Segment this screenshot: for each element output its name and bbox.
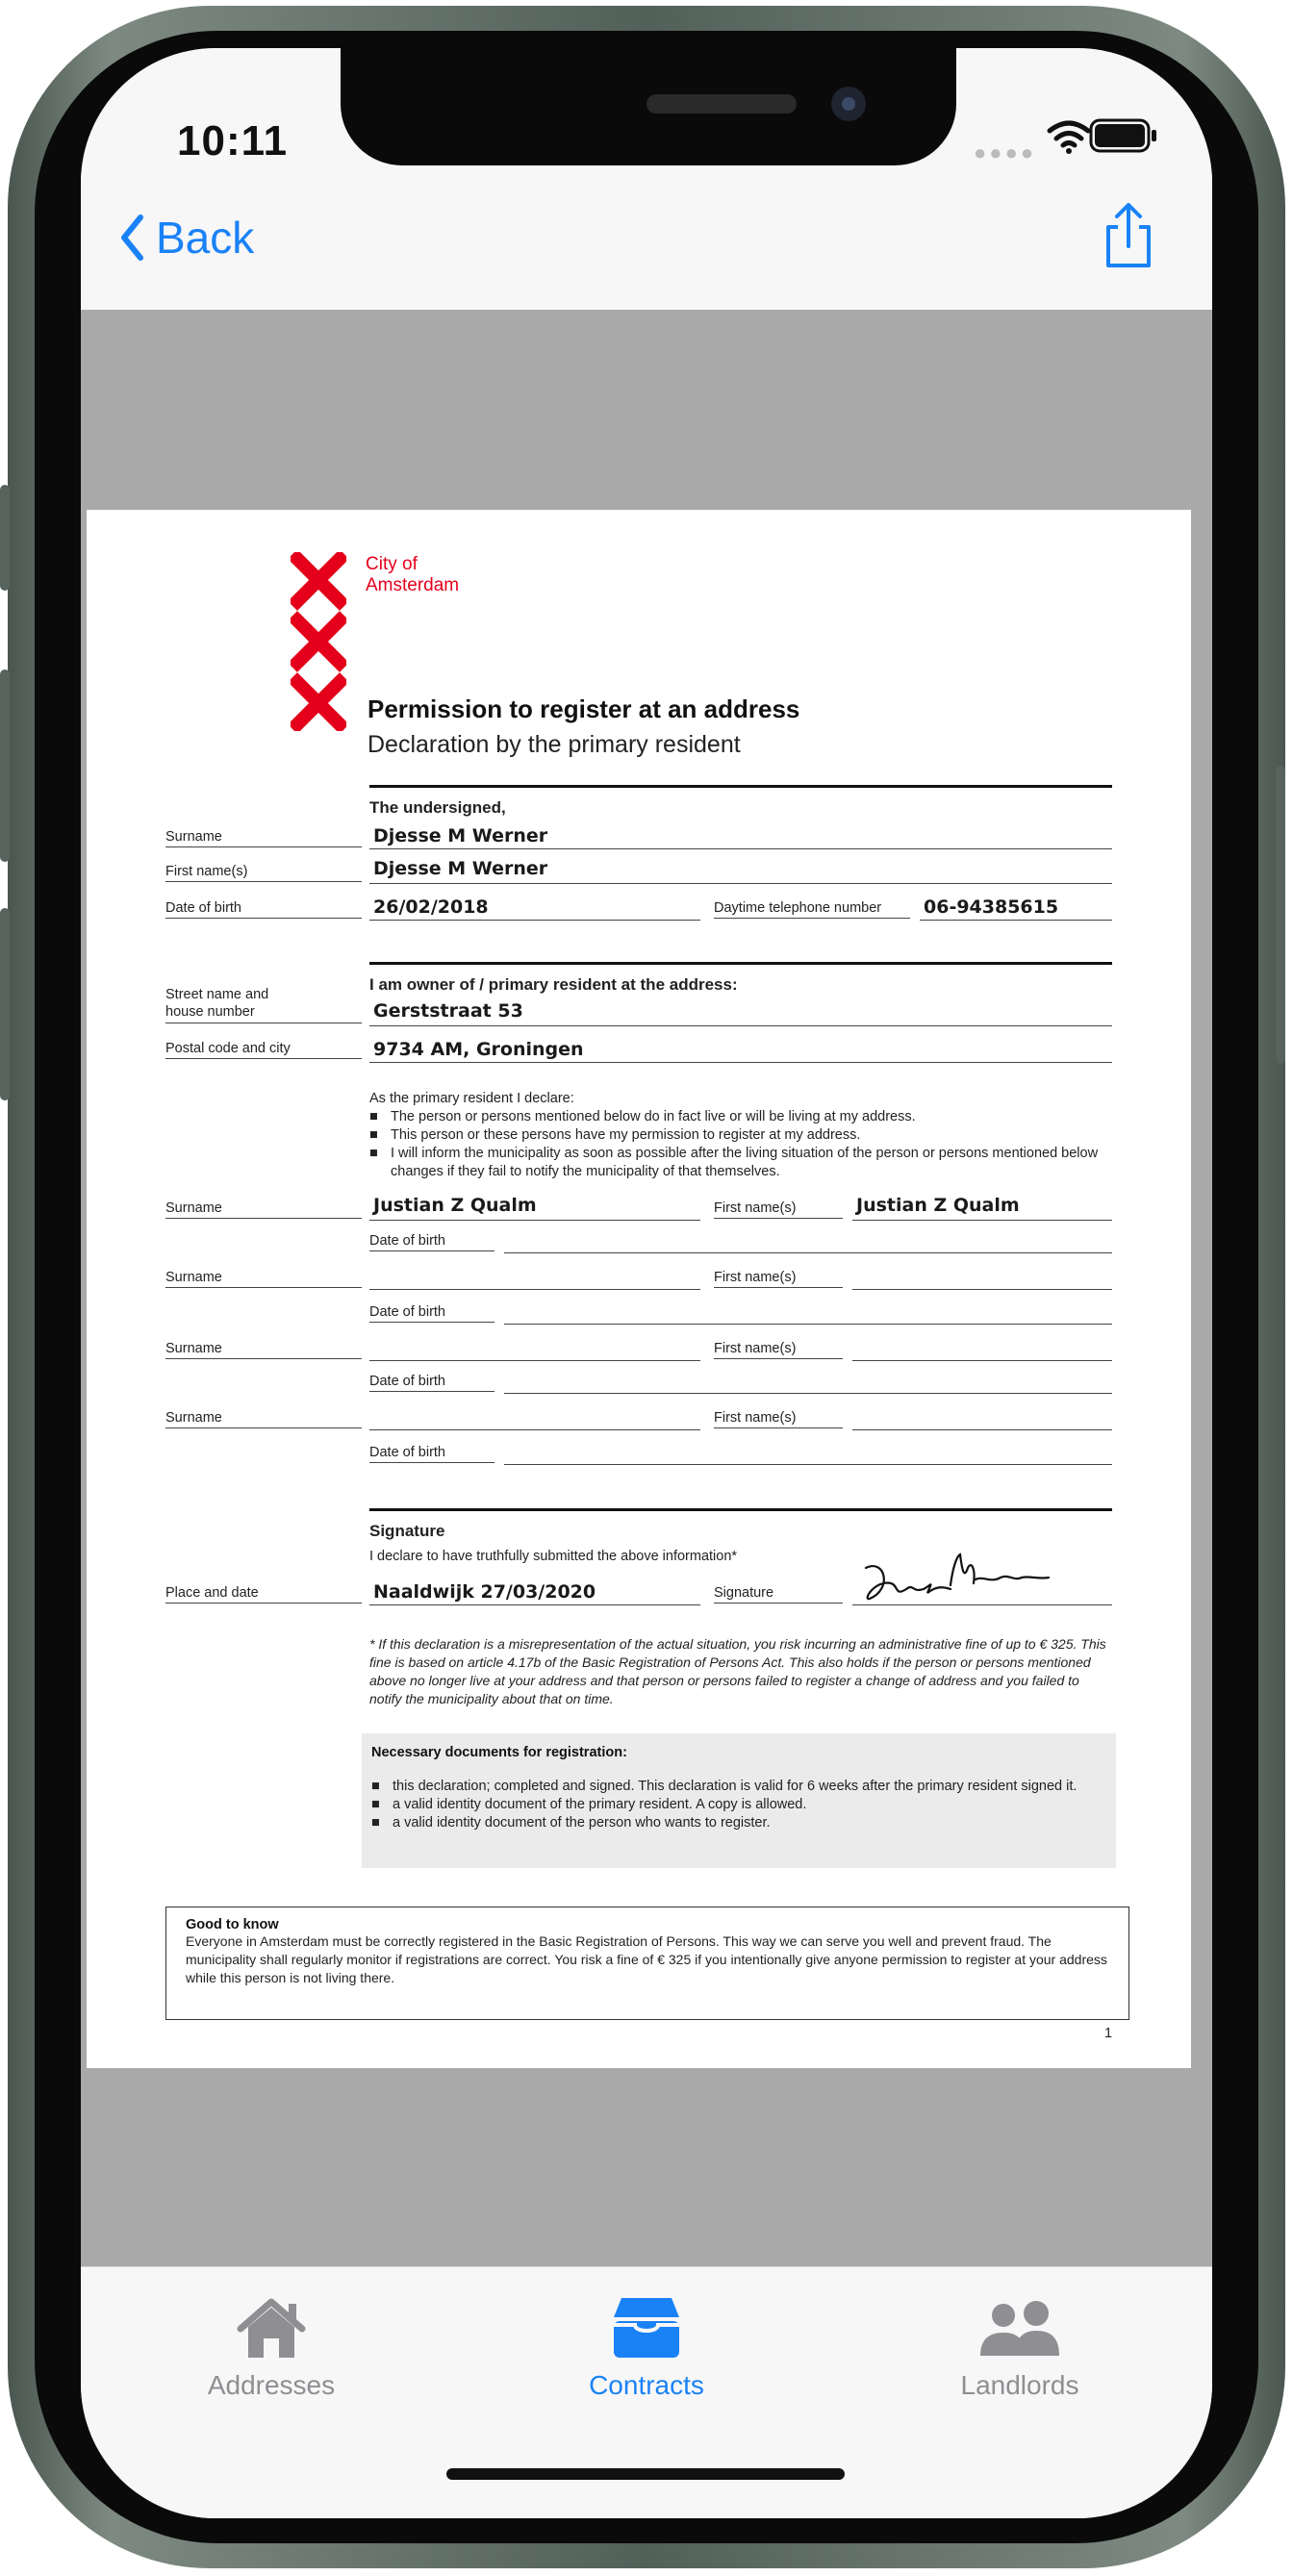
label-underline	[714, 1287, 843, 1288]
back-button[interactable]	[119, 212, 254, 264]
list-item: ■ a valid identity document of the person who wants to register.	[371, 1815, 771, 1831]
declare-bullets	[369, 1108, 1101, 1181]
house-icon	[235, 2296, 308, 2360]
firstname-value: Djesse M Werner	[373, 858, 548, 879]
declare-bullet: ■ The person or persons mentioned below do in fact live or will be living at my address.	[369, 1109, 916, 1124]
field-underline	[369, 1429, 700, 1430]
label-underline	[165, 1287, 362, 1288]
field-underline	[504, 1464, 1112, 1465]
label-underline	[165, 1358, 362, 1359]
tab-addresses[interactable]	[146, 2296, 396, 2401]
chevron-left-icon	[119, 214, 144, 262]
notch	[341, 48, 956, 165]
label-underline	[165, 918, 362, 919]
section-rule	[369, 785, 1112, 788]
person-dob-label: Date of birth	[369, 1445, 445, 1460]
necessary-documents-box	[362, 1733, 1116, 1868]
status-bar	[81, 48, 1212, 173]
label-underline	[714, 1603, 843, 1604]
footnote: * If this declaration is a misrepresentation of the actual situation, you risk incurring an administrative fine of up to € 325. This fine is based on article 4.17b of the Basic Registration of Persons Act. This also holds if the person or persons mentioned above no longer live at your address and that person or persons failed to register a change of address and you failed to notify the municipality about that on time.	[369, 1636, 1106, 1706]
list-item-text: this declaration; completed and signed. This declaration is valid for 6 weeks after the primary resident signed it.	[393, 1779, 1078, 1794]
postal-value: 9734 AM, Groningen	[373, 1039, 584, 1060]
field-underline	[369, 883, 1112, 884]
wifi-icon	[1047, 119, 1091, 154]
label-underline	[714, 918, 910, 919]
tab-landlords-label: Landlords	[960, 2370, 1079, 2400]
person-firstname-label: First name(s)	[714, 1270, 797, 1285]
person-surname-value: Justian Z Qualm	[373, 1195, 537, 1216]
field-underline	[369, 1062, 1112, 1063]
surname-label: Surname	[165, 829, 222, 845]
undersigned-heading: The undersigned,	[369, 798, 506, 817]
pdf-page	[87, 510, 1191, 2068]
person-firstname-value: Justian Z Qualm	[856, 1195, 1020, 1216]
street-label-line2: house number	[165, 1004, 255, 1020]
label-underline	[714, 1218, 843, 1219]
list-item-text: a valid identity document of the primary resident. A copy is allowed.	[393, 1797, 807, 1812]
person-firstname-label: First name(s)	[714, 1410, 797, 1426]
person-surname-label: Surname	[165, 1200, 222, 1216]
declare-bullet-text: I will inform the municipality as soon as possible after the living situation of the person or persons mentioned below changes if they fail to notify the municipality of that themselves.	[391, 1146, 1099, 1179]
dob-label: Date of birth	[165, 900, 241, 916]
field-underline	[369, 1360, 700, 1361]
people-icon	[976, 2296, 1063, 2360]
section-rule	[369, 1508, 1112, 1511]
field-underline	[369, 848, 1112, 849]
person-surname-label: Surname	[165, 1341, 222, 1356]
section-rule	[369, 962, 1112, 965]
tab-landlords[interactable]	[895, 2296, 1145, 2401]
postal-label: Postal code and city	[165, 1041, 291, 1056]
phone-value: 06-94385615	[924, 897, 1059, 918]
field-underline	[369, 920, 700, 921]
list-item-text: a valid identity document of the person who wants to register.	[393, 1815, 771, 1831]
field-underline	[504, 1324, 1112, 1325]
field-underline	[852, 1604, 1112, 1605]
label-underline	[165, 1218, 362, 1219]
logo-text-line1: City of	[366, 554, 418, 574]
field-underline	[852, 1220, 1112, 1221]
tab-bar	[81, 2266, 1212, 2518]
screen	[81, 48, 1212, 2518]
person-surname-label: Surname	[165, 1270, 222, 1285]
declare-bullet: ■ This person or these persons have my permission to register at my address.	[369, 1127, 861, 1143]
place-label: Place and date	[165, 1585, 259, 1601]
signature-heading: Signature	[369, 1522, 445, 1540]
dob-value: 26/02/2018	[373, 897, 489, 918]
label-underline	[369, 1462, 494, 1463]
person-dob-label: Date of birth	[369, 1233, 445, 1249]
good-to-know-box	[165, 1907, 1129, 2020]
volume-down-button	[0, 908, 10, 1100]
list-item: ■ this declaration; completed and signed. This declaration is valid for 6 weeks after the primary resident signed it.	[371, 1779, 1078, 1794]
field-underline	[504, 1393, 1112, 1394]
silent-switch	[0, 485, 10, 591]
necessary-documents-list	[371, 1778, 1083, 1832]
firstname-label: First name(s)	[165, 864, 248, 879]
share-icon	[1101, 202, 1156, 269]
person-dob-label: Date of birth	[369, 1374, 445, 1389]
person-dob-label: Date of birth	[369, 1304, 445, 1320]
field-underline	[504, 1252, 1112, 1253]
signature-label: Signature	[714, 1585, 774, 1601]
person-surname-label: Surname	[165, 1410, 222, 1426]
field-underline	[369, 1025, 1112, 1026]
logo-text-line2: Amsterdam	[366, 575, 460, 595]
status-time: 10:11	[177, 117, 289, 164]
signature-declare: I declare to have truthfully submitted the above information*	[369, 1549, 738, 1564]
declare-bullet-text: The person or persons mentioned below do in fact live or will be living at my address.	[391, 1109, 916, 1124]
field-underline	[369, 1289, 700, 1290]
good-to-know-heading: Good to know	[186, 1917, 279, 1932]
surname-value: Djesse M Werner	[373, 825, 548, 846]
label-underline	[165, 881, 362, 882]
cellular-signal-icon: ●●●●	[974, 140, 1037, 164]
list-item: ■ a valid identity document of the primary resident. A copy is allowed.	[371, 1797, 807, 1812]
navigation-bar	[81, 173, 1212, 311]
field-underline	[852, 1429, 1112, 1430]
label-underline	[369, 1391, 494, 1392]
document-title: Permission to register at an address	[368, 695, 800, 723]
power-button	[1276, 766, 1285, 1064]
declare-intro: As the primary resident I declare:	[369, 1091, 574, 1106]
tab-addresses-label: Addresses	[207, 2370, 336, 2400]
street-label-line1: Street name and	[165, 987, 269, 1002]
document-subtitle: Declaration by the primary resident	[368, 731, 741, 758]
back-label: Back	[156, 213, 255, 263]
field-underline	[920, 920, 1112, 921]
home-indicator	[446, 2468, 845, 2480]
declare-bullet-text: This person or these persons have my permission to register at my address.	[391, 1127, 861, 1143]
street-value: Gerststraat 53	[373, 1000, 523, 1022]
volume-up-button	[0, 669, 10, 862]
label-underline	[165, 1603, 362, 1604]
label-underline	[165, 846, 362, 847]
tray-icon	[610, 2296, 683, 2360]
battery-icon	[1089, 117, 1158, 154]
pdf-viewer[interactable]	[81, 310, 1212, 2266]
tab-contracts-label: Contracts	[589, 2370, 704, 2400]
label-underline	[165, 1058, 362, 1059]
page-number: 1	[1104, 2026, 1113, 2041]
person-firstname-label: First name(s)	[714, 1200, 797, 1216]
field-underline	[852, 1289, 1112, 1290]
field-underline	[852, 1360, 1112, 1361]
label-underline	[369, 1250, 494, 1251]
field-underline	[369, 1604, 700, 1605]
place-value: Naaldwijk 27/03/2020	[373, 1581, 596, 1603]
speaker	[646, 94, 797, 114]
share-button[interactable]	[1101, 202, 1156, 274]
address-heading: I am owner of / primary resident at the address:	[369, 975, 738, 994]
person-firstname-label: First name(s)	[714, 1341, 797, 1356]
label-underline	[165, 1427, 362, 1428]
declare-bullet: ■ I will inform the municipality as soon as possible after the living situation of the person or persons mentioned below changes if they fail to notify the municipality of that themselves.	[369, 1145, 1101, 1181]
handwritten-signature	[856, 1551, 1058, 1604]
good-to-know-text: Everyone in Amsterdam must be correctly registered in the Basic Registration of Persons. This way we can serve you well and prevent fraud. The municipality shall regularly monitor if registrations are correct. You risk a fine of € 325 if you intentionally give anyone permission to register at your address while this person is not living there.	[186, 1933, 1107, 1985]
field-underline	[369, 1220, 700, 1221]
label-underline	[369, 1322, 494, 1323]
phone-label: Daytime telephone number	[714, 900, 882, 916]
amsterdam-logo-icon	[291, 552, 346, 731]
necessary-documents-heading: Necessary documents for registration:	[371, 1745, 627, 1760]
label-underline	[714, 1427, 843, 1428]
front-camera	[831, 87, 866, 121]
label-underline	[714, 1358, 843, 1359]
tab-contracts[interactable]	[521, 2296, 772, 2401]
